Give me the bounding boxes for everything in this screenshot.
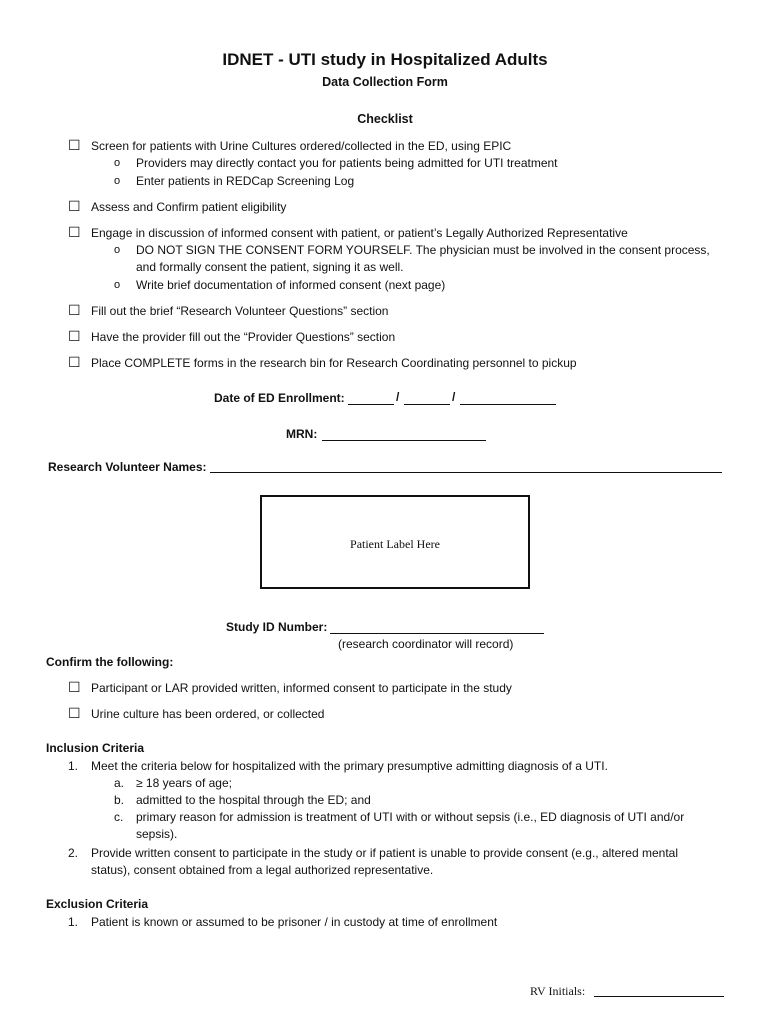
inclusion-sub-b: admitted to the hospital through the ED; and xyxy=(136,793,371,807)
checklist-subitem: DO NOT SIGN THE CONSENT FORM YOURSELF. The physician must be involved in the consent process, xyxy=(136,243,710,257)
inclusion-item-2-continued: status), consent obtained from a legal authorized representative. xyxy=(91,863,434,877)
form-title: IDNET - UTI study in Hospitalized Adults xyxy=(222,50,548,69)
bullet-icon: o xyxy=(114,279,121,291)
form-subtitle: Data Collection Form xyxy=(322,75,448,89)
list-letter: a. xyxy=(114,776,125,790)
inclusion-sub-c: primary reason for admission is treatment of UTI with or without sepsis (i.e., ED diagnosis of UTI and/or xyxy=(136,810,685,824)
checkbox[interactable]: ☐ xyxy=(68,705,81,721)
confirm-heading: Confirm the following: xyxy=(46,655,174,669)
inclusion-item-2: Provide written consent to participate in the study or if patient is unable to provide consent (e.g., altered mental xyxy=(91,846,678,860)
rv-names-field[interactable] xyxy=(210,472,722,473)
checklist-subitem: Write brief documentation of informed consent (next page) xyxy=(136,278,446,292)
rv-names-label: Research Volunteer Names: xyxy=(48,460,207,474)
mrn-field[interactable] xyxy=(322,440,486,441)
checklist-heading: Checklist xyxy=(357,112,413,126)
inclusion-sub-c-continued: sepsis). xyxy=(136,827,178,841)
checkbox[interactable]: ☐ xyxy=(68,198,81,214)
confirm-item-culture: Urine culture has been ordered, or collected xyxy=(91,707,325,721)
checklist-subitem: Enter patients in REDCap Screening Log xyxy=(136,174,355,188)
checklist-subitem-continued: and formally consent the patient, signing it as well. xyxy=(136,260,404,274)
checklist-subitem: Providers may directly contact you for patients being admitted for UTI treatment xyxy=(136,156,558,170)
confirm-item-consent: Participant or LAR provided written, informed consent to participate in the study xyxy=(91,681,512,695)
checkbox[interactable]: ☐ xyxy=(68,137,81,153)
checklist-item-eligibility: Assess and Confirm patient eligibility xyxy=(91,200,287,214)
bullet-icon: o xyxy=(114,244,121,256)
study-id-label: Study ID Number: xyxy=(226,620,328,634)
date-day-field[interactable] xyxy=(404,404,450,405)
mrn-label: MRN: xyxy=(286,427,318,441)
checklist-item-screen: Screen for patients with Urine Cultures ordered/collected in the ED, using EPIC xyxy=(91,139,512,153)
list-number: 1. xyxy=(68,759,79,773)
checkbox[interactable]: ☐ xyxy=(68,328,81,344)
checklist-item-place-forms: Place COMPLETE forms in the research bin for Research Coordinating personnel to pickup xyxy=(91,356,577,370)
checklist-item-rv-questions: Fill out the brief “Research Volunteer Questions” section xyxy=(91,304,389,318)
inclusion-heading: Inclusion Criteria xyxy=(46,741,145,755)
inclusion-item-1: Meet the criteria below for hospitalized with the primary presumptive admitting diagnosis of a UTI. xyxy=(91,759,608,773)
exclusion-heading: Exclusion Criteria xyxy=(46,897,149,911)
patient-label-box xyxy=(260,495,530,589)
study-id-note: (research coordinator will record) xyxy=(338,637,514,651)
checkbox[interactable]: ☐ xyxy=(68,679,81,695)
list-number: 2. xyxy=(68,846,79,860)
list-letter: b. xyxy=(114,793,125,807)
checkbox[interactable]: ☐ xyxy=(68,302,81,318)
date-month-field[interactable] xyxy=(348,404,394,405)
rv-initials-field[interactable] xyxy=(594,996,724,997)
checklist-item-consent: Engage in discussion of informed consent with patient, or patient’s Legally Authorized Representative xyxy=(91,226,628,240)
date-separator: / xyxy=(396,390,400,404)
rv-initials-label: RV Initials: xyxy=(530,984,586,998)
checkbox[interactable]: ☐ xyxy=(68,224,81,240)
study-id-field[interactable] xyxy=(330,633,544,634)
list-number: 1. xyxy=(68,915,79,929)
date-enrollment-label: Date of ED Enrollment: xyxy=(214,391,345,405)
exclusion-item-1: Patient is known or assumed to be prisoner / in custody at time of enrollment xyxy=(91,915,498,929)
checkbox[interactable]: ☐ xyxy=(68,354,81,370)
inclusion-sub-a: ≥ 18 years of age; xyxy=(136,776,232,790)
date-year-field[interactable] xyxy=(460,404,556,405)
patient-label-text: Patient Label Here xyxy=(350,537,440,551)
bullet-icon: o xyxy=(114,157,121,169)
list-letter: c. xyxy=(114,810,124,824)
date-separator: / xyxy=(452,390,456,404)
bullet-icon: o xyxy=(114,175,121,187)
checklist-item-provider-questions: Have the provider fill out the “Provider Questions” section xyxy=(91,330,396,344)
